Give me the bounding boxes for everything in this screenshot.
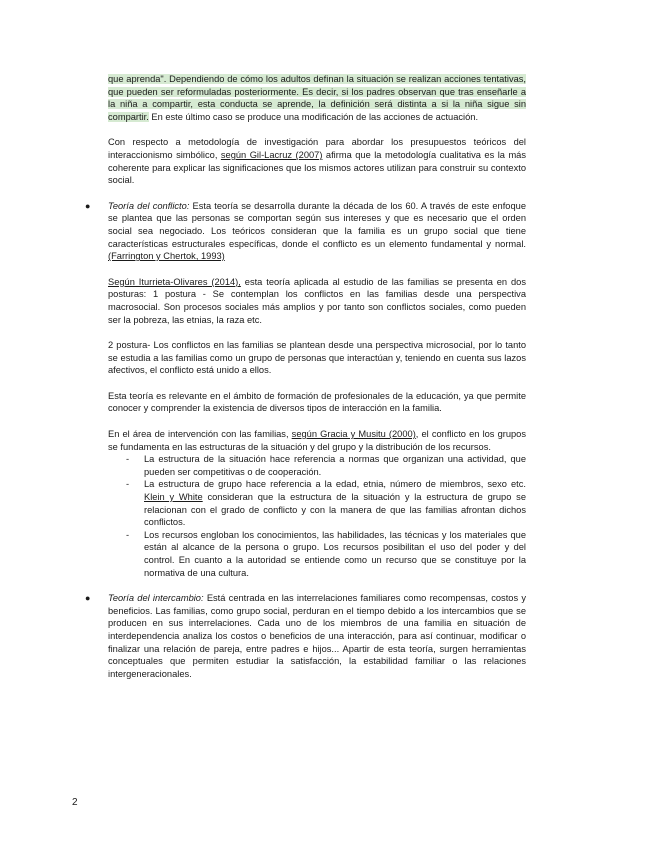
bullet-exchange-theory — [85, 592, 526, 680]
list-item-text: Los recursos engloban los conocimientos, las habilidades, las técnicas y los materiales que están al alcance de la persona o grupo. Los recursos posibilitan el uso del poder y del control. En cuanto a la autoridad se entiende como un recurso que se constituye por la normativa de una cultura. — [144, 529, 526, 578]
list-item-text: La estructura de grupo hace referencia a la edad, etnia, número de miembros, sexo etc. — [144, 479, 526, 490]
bullet-conflict-theory — [85, 200, 526, 263]
citation-klein-white: Klein y White — [144, 492, 203, 503]
bullet-icon: ● — [85, 200, 91, 211]
citation-iturrieta: Según Iturrieta-Olivares (2014), — [108, 276, 241, 287]
paragraph-intervention — [108, 428, 526, 453]
paragraph-text: afirma que la metodología cualitativa es la más coherente para explicar las significaciones que los mismos actores utilizan para construir su contexto social. — [108, 149, 527, 186]
paragraph-text: En este último caso se produce una modificación de las acciones de actuación. — [148, 111, 479, 122]
dash-icon: - — [126, 479, 130, 490]
list-item-text: La estructura de la situación hace referencia a normas que organizan una actividad, que pueden ser competitivas o de cooperación. — [144, 454, 526, 477]
list-item — [126, 453, 526, 478]
paragraph-text: Esta teoría se desarrolla durante la década de los 60. A través de este enfoque se plantea que las personas se comportan según sus intereses y que es necesario que el orden social sea negociado. Los teóricos consideran que la familia es un grupo social que tiene características estructurales específicas, donde el conflicto es un elemento fundamental y normal. — [108, 200, 526, 249]
dash-list — [108, 453, 526, 579]
list-item-text: consideran que la estructura de la situación y la estructura de grupo se relacionan con el grado de conflicto y con la manera de que las familias afrontan dichos conflictos. — [144, 492, 526, 528]
paragraph-text: Está centrada en las interrelaciones familiares como recompensas, costos y beneficios. Las familias, como grupo social, perduran en el tiempo debido a los intercambios que se producen en sus interrelaciones. Cada uno de los miembros de una familia en situación de interdependencia analiza los costos o beneficios de una interacción, para así continuar, modificar o finalizar una relación de pareja, entre padres e hijos... Apartir de esta teoría, surgen herramientas conceptuales que permiten estudiar la satisfacción, la estabilidad familiar o las relaciones intergeneracionales. — [108, 593, 526, 679]
dash-icon: - — [126, 529, 130, 540]
paragraph-text: En el área de intervención con las familias, — [108, 429, 292, 440]
paragraph-symbolic-interaction-example — [108, 73, 526, 123]
citation-gracia-musitu: según Gracia y Musitu (2000) — [291, 429, 416, 440]
term-exchange-theory: Teoría del intercambio: — [108, 593, 204, 604]
term-conflict-theory: Teoría del conflicto: — [108, 200, 190, 211]
bullet-icon: ● — [85, 593, 91, 604]
citation-gil-lacruz: según Gil-Lacruz (2007) — [220, 149, 323, 160]
list-item — [126, 529, 526, 579]
dash-icon: - — [126, 454, 130, 465]
page-body — [85, 73, 527, 680]
paragraph-relevance: Esta teoría es relevante en el ámbito de formación de profesionales de la educación, ya que permite conocer y comprender la existencia de diversos tipos de interacción en la familia. — [108, 390, 526, 414]
page-number: 2 — [72, 797, 78, 808]
paragraph-text: esta teoría aplicada al estudio de las familias se presenta en dos posturas: 1 postura - Se contemplan los conflictos en las familias desde una perspectiva macrosocial. Son procesos sociales más amplios y por tanto son conflictos sociales, como pueden ser la pobreza, las etnias, la raza etc. — [108, 276, 527, 325]
paragraph-second-posture: 2 postura- Los conflictos en las familias se plantean desde una perspectiva microsocial, por lo tanto se estudia a las familias como un grupo de personas que interactúan y, teniendo en cuenta sus lazos afectivos, el conflicto está unido a ellos. — [108, 340, 526, 376]
paragraph-text: Con respecto a metodología de investigación para abordar los presupuestos teóricos del interaccionismo simbólico, — [108, 137, 526, 160]
list-item — [126, 478, 526, 528]
paragraph-two-postures — [108, 276, 526, 326]
paragraph-text: , el conflicto en los grupos se fundamenta en las estructuras de la situación y del grupo y la distribución de los recursos. — [108, 429, 526, 452]
paragraph-methodology — [108, 136, 526, 186]
citation-farrington: (Farrington y Chertok, 1993) — [108, 251, 225, 262]
highlighted-text: que aprenda". Dependiendo de cómo los adultos definan la situación se realizan acciones tentativas, que pueden ser reformuladas posteriormente. Es decir, si los padres observan que tras enseñarle a la niña a compartir, esta conducta se aprende, la definición será distinta a si la niña sigue sin compartir. — [108, 74, 526, 122]
